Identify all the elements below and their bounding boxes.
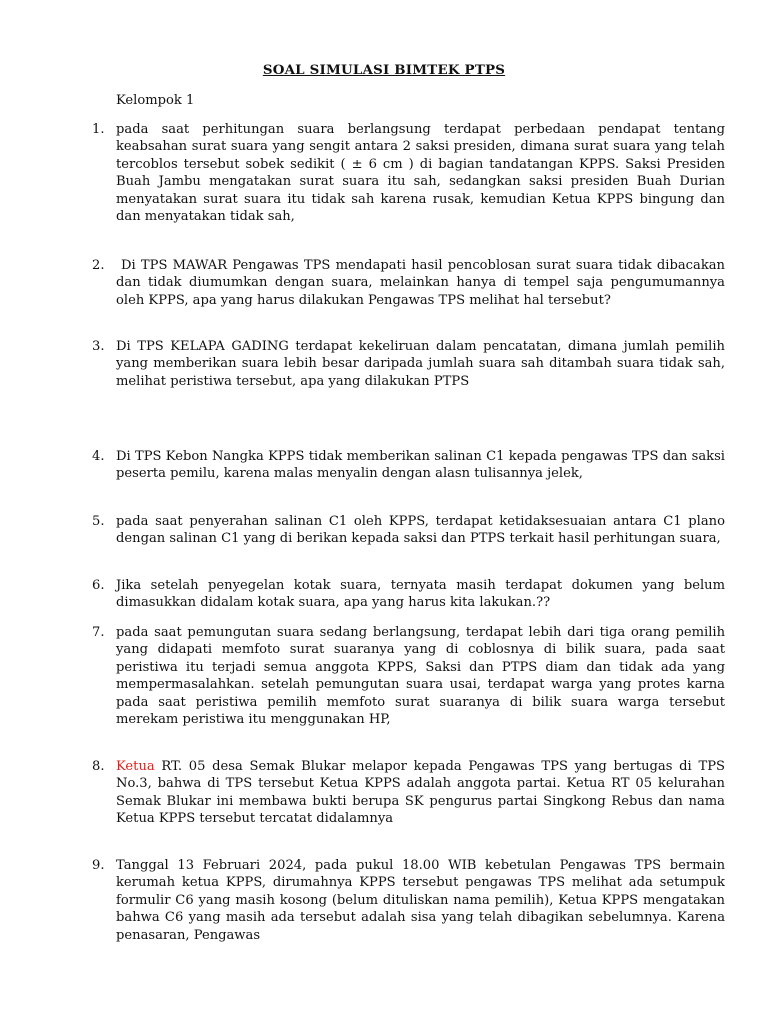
question-item-9 (92, 857, 725, 944)
question-item-6 (92, 577, 725, 612)
question-number: 1. (92, 122, 105, 137)
question-number: 5. (92, 514, 105, 529)
highlighted-word: Ketua (116, 759, 155, 774)
question-number: 4. (92, 449, 105, 464)
question-item-4 (92, 448, 725, 483)
question-number: 9. (92, 858, 105, 873)
question-text: pada saat penyerahan salinan C1 oleh KPPS, terdapat ketidaksesuaian antara C1 plano dengan salinan C1 yang di berikan kepada saksi dan PTPS terkait hasil perhitungan suara, (116, 514, 725, 547)
question-text: pada saat pemungutan suara sedang berlangsung, terdapat lebih dari tiga orang pemilih yang didapati memfoto surat suaranya yang di coblosnya di bilik suara, pada saat peristiwa itu terjadi semua anggota KPPS, Saksi dan PTPS diam dan tidak ada yang mempermasalahkan. setelah pemungutan suara usai, terdapat warga yang protes karna pada saat peristiwa pemilih memfoto surat suaranya di bilik suara warga tersebut merekam peristiwa itu menggunakan HP, (116, 625, 725, 728)
question-number: 6. (92, 578, 105, 593)
question-item-2 (92, 257, 725, 309)
question-text: pada saat perhitungan suara berlangsung terdapat perbedaan pendapat tentang keabsahan surat suara yang sengit antara 2 saksi presiden, dimana surat suara yang telah tercoblos tersebut sobek sedikit ( ± 6 cm ) di bagian tandatangan KPPS. Saksi Presiden Buah Jambu mengatakan surat suara itu sah, sedangkan saksi presiden Buah Durian menyatakan surat suara itu tidak sah karena rusak, kemudian Ketua KPPS bingung dan dan menyatakan tidak sah, (116, 122, 725, 225)
question-number: 3. (92, 339, 105, 354)
question-text: Di TPS MAWAR Pengawas TPS mendapati hasil pencoblosan surat suara tidak dibacakan dan tidak diumumkan dengan suara, melainkan hanya di tempel saja pengumumannya oleh KPPS, apa yang harus dilakukan Pengawas TPS melihat hal tersebut? (116, 258, 725, 308)
question-number: 7. (92, 625, 105, 640)
question-text (116, 758, 725, 828)
question-text: Di TPS KELAPA GADING terdapat kekeliruan dalam pencatatan, dimana jumlah pemilih yang memberikan suara lebih besar daripada jumlah suara sah ditambah suara tidak sah, melihat peristiwa tersebut, apa yang dilakukan PTPS (116, 339, 725, 389)
question-text: Jika setelah penyegelan kotak suara, ternyata masih terdapat dokumen yang belum dimasukkan didalam kotak suara, apa yang harus kita lakukan.?? (116, 578, 725, 611)
question-number: 8. (92, 759, 105, 774)
question-item-3 (92, 338, 725, 390)
question-text: Di TPS Kebon Nangka KPPS tidak memberikan salinan C1 kepada pengawas TPS dan saksi peserta pemilu, karena malas menyalin dengan alasn tulisannya jelek, (116, 449, 725, 482)
question-text-rest: RT. 05 desa Semak Blukar melapor kepada Pengawas TPS yang bertugas di TPS No.3, bahwa di TPS tersebut Ketua KPPS adalah anggota partai. Ketua RT 05 kelurahan Semak Blukar ini membawa bukti berupa SK pengurus partai Singkong Rebus dan nama Ketua KPPS tersebut tercatat didalamnya (116, 759, 725, 827)
group-label: Kelompok 1 (116, 93, 195, 108)
question-item-7 (92, 624, 725, 728)
question-item-8 (92, 758, 725, 828)
document-title: SOAL SIMULASI BIMTEK PTPS (262, 62, 506, 78)
question-text: Tanggal 13 Februari 2024, pada pukul 18.00 WIB kebetulan Pengawas TPS bermain kerumah ketua KPPS, dirumahnya KPPS tersebut pengawas TPS melihat ada setumpuk formulir C6 yang masih kosong (belum dituliskan nama pemilih), Ketua KPPS mengatakan bahwa C6 yang masih ada tersebut adalah sisa yang telah dibagikan sebelumnya. Karena penasaran, Pengawas (116, 858, 725, 943)
question-item-1 (92, 121, 725, 225)
question-item-5 (92, 513, 725, 548)
question-number: 2. (92, 258, 105, 273)
